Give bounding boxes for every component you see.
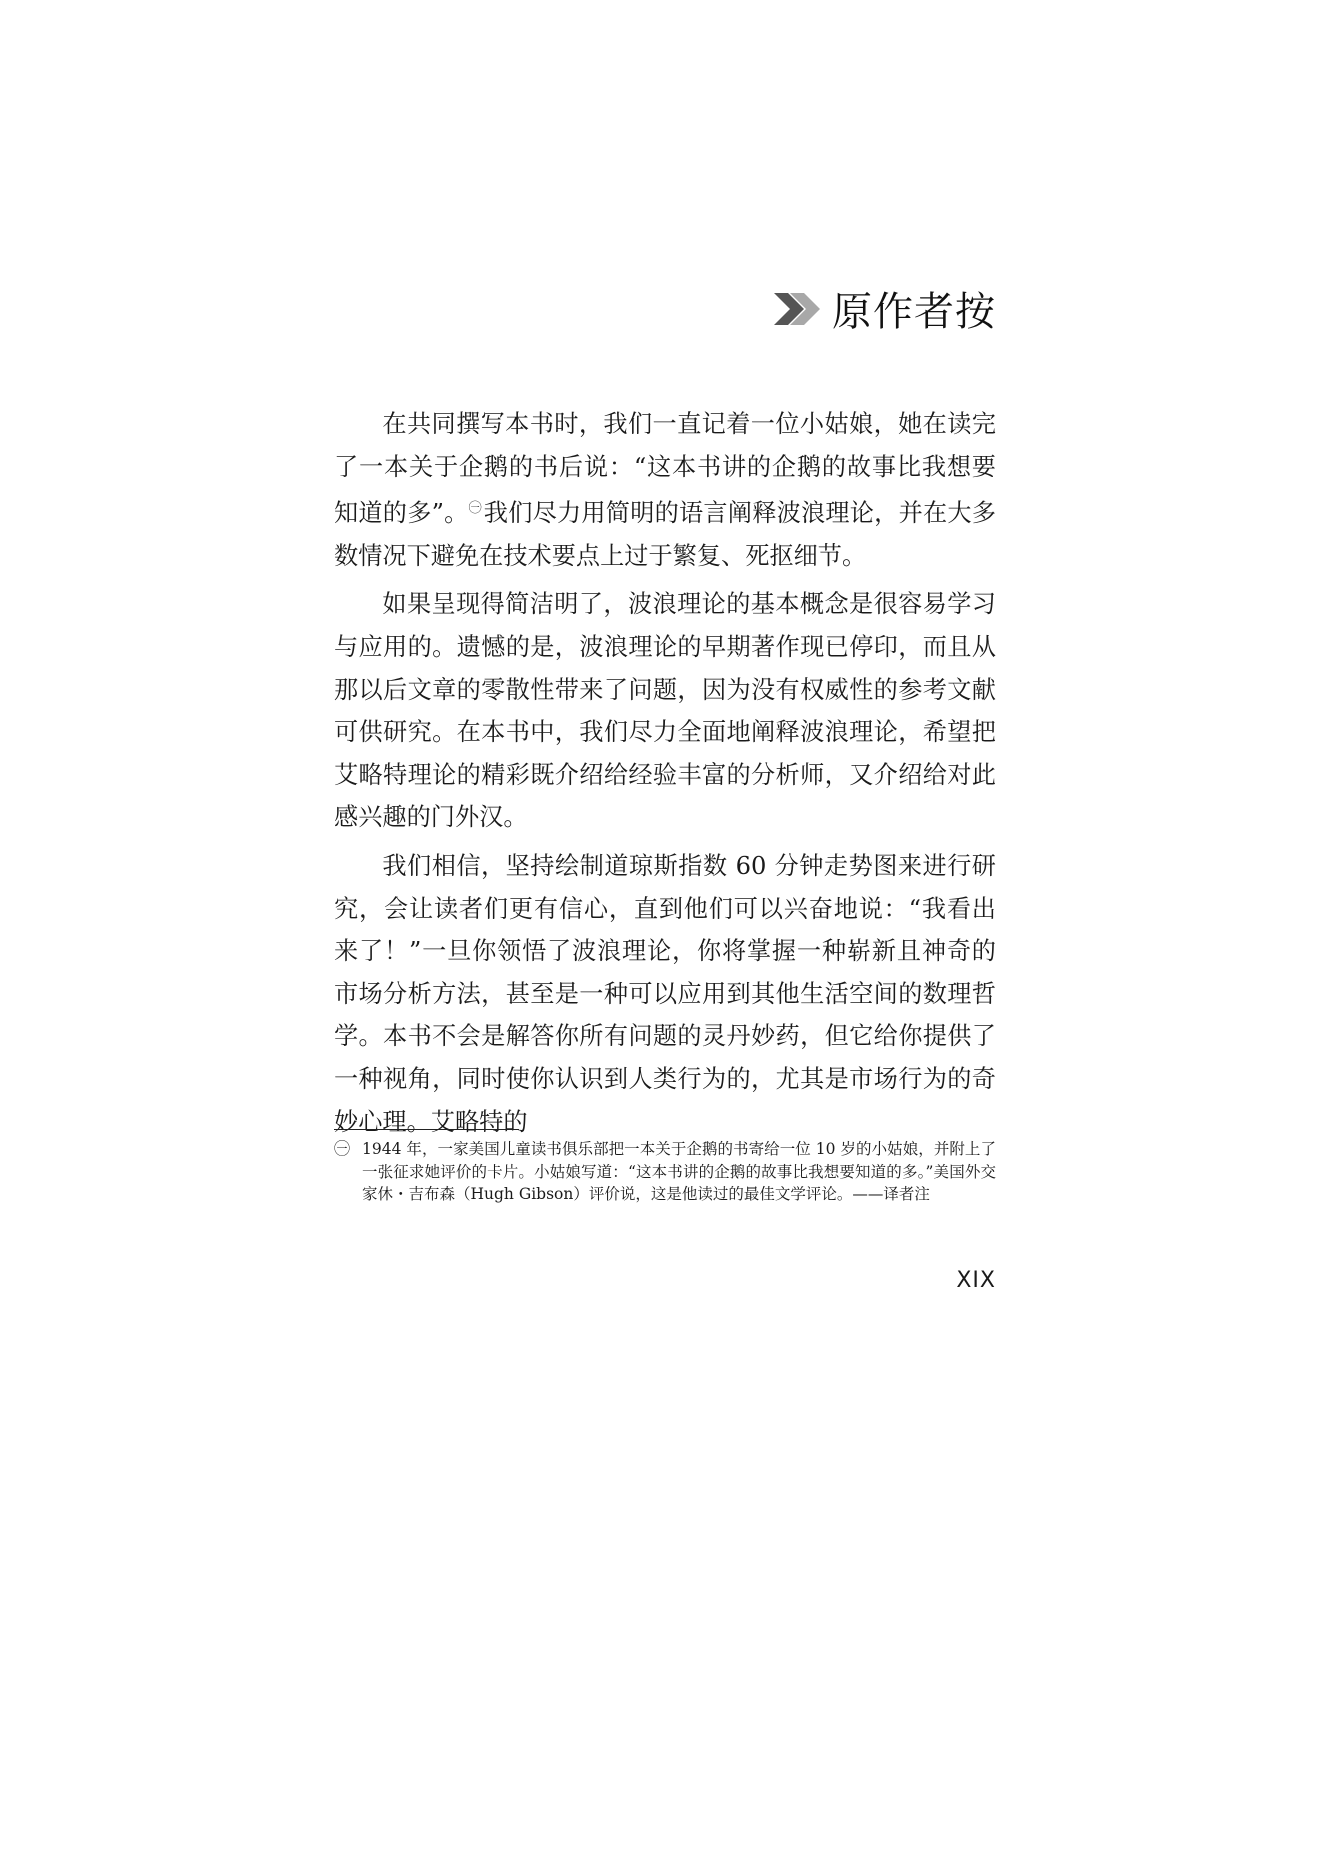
main-text: [334, 403, 996, 1149]
footnote-text: 1944 年，一家美国儿童读书俱乐部把一本关于企鹅的书寄给一位 10 岁的小姑娘，并附上了一张征求她评价的卡片。小姑娘写道：“这本书讲的企鹅的故事比我想要知道的多。”美国外交家休・吉布森（Hugh Gibson）评价说，这是他读过的最佳文学评论。——译者注: [362, 1140, 996, 1203]
page-number: XIX: [956, 1268, 996, 1293]
double-chevron-icon: [774, 293, 820, 325]
page-title: 原作者按: [832, 289, 996, 335]
footnote-mark: ㊀: [334, 1139, 351, 1158]
footnote-reference-mark[interactable]: ㊀: [468, 501, 482, 517]
paragraph-1-part-1: 在共同撰写本书时，我们一直记着一位小姑娘，她在读完了一本关于企鹅的书后说：“这本书讲的企鹅的故事比我想要知道的多”。: [334, 410, 996, 528]
paragraph-2: 如果呈现得简洁明了，波浪理论的基本概念是很容易学习与应用的。遗憾的是，波浪理论的早期著作现已停印，而且从那以后文章的零散性带来了问题，因为没有权威性的参考文献可供研究。在本书中，我们尽力全面地阐释波浪理论，希望把艾略特理论的精彩既介绍给经验丰富的分析师，又介绍给对此感兴趣的门外汉。: [334, 590, 996, 832]
footnote: [334, 1138, 996, 1206]
section-header: [774, 280, 996, 337]
paragraph-1: [334, 403, 996, 577]
paragraph-1-part-2: 我们尽力用简明的语言阐释波浪理论，并在大多数情况下避免在技术要点上过于繁复、死抠细节。: [334, 499, 996, 570]
chevron-right-light-icon: [790, 293, 820, 325]
paragraph-3: 我们相信，坚持绘制道琼斯指数 60 分钟走势图来进行研究，会让读者们更有信心，直到他们可以兴奋地说：“我看出来了！”一旦你领悟了波浪理论，你将掌握一种崭新且神奇的市场分析方法，甚至是一种可以应用到其他生活空间的数理哲学。本书不会是解答你所有问题的灵丹妙药，但它给你提供了一种视角，同时使你认识到人类行为的，尤其是市场行为的奇妙心理。艾略特的: [334, 851, 996, 1136]
footnote-divider: [334, 1129, 519, 1130]
